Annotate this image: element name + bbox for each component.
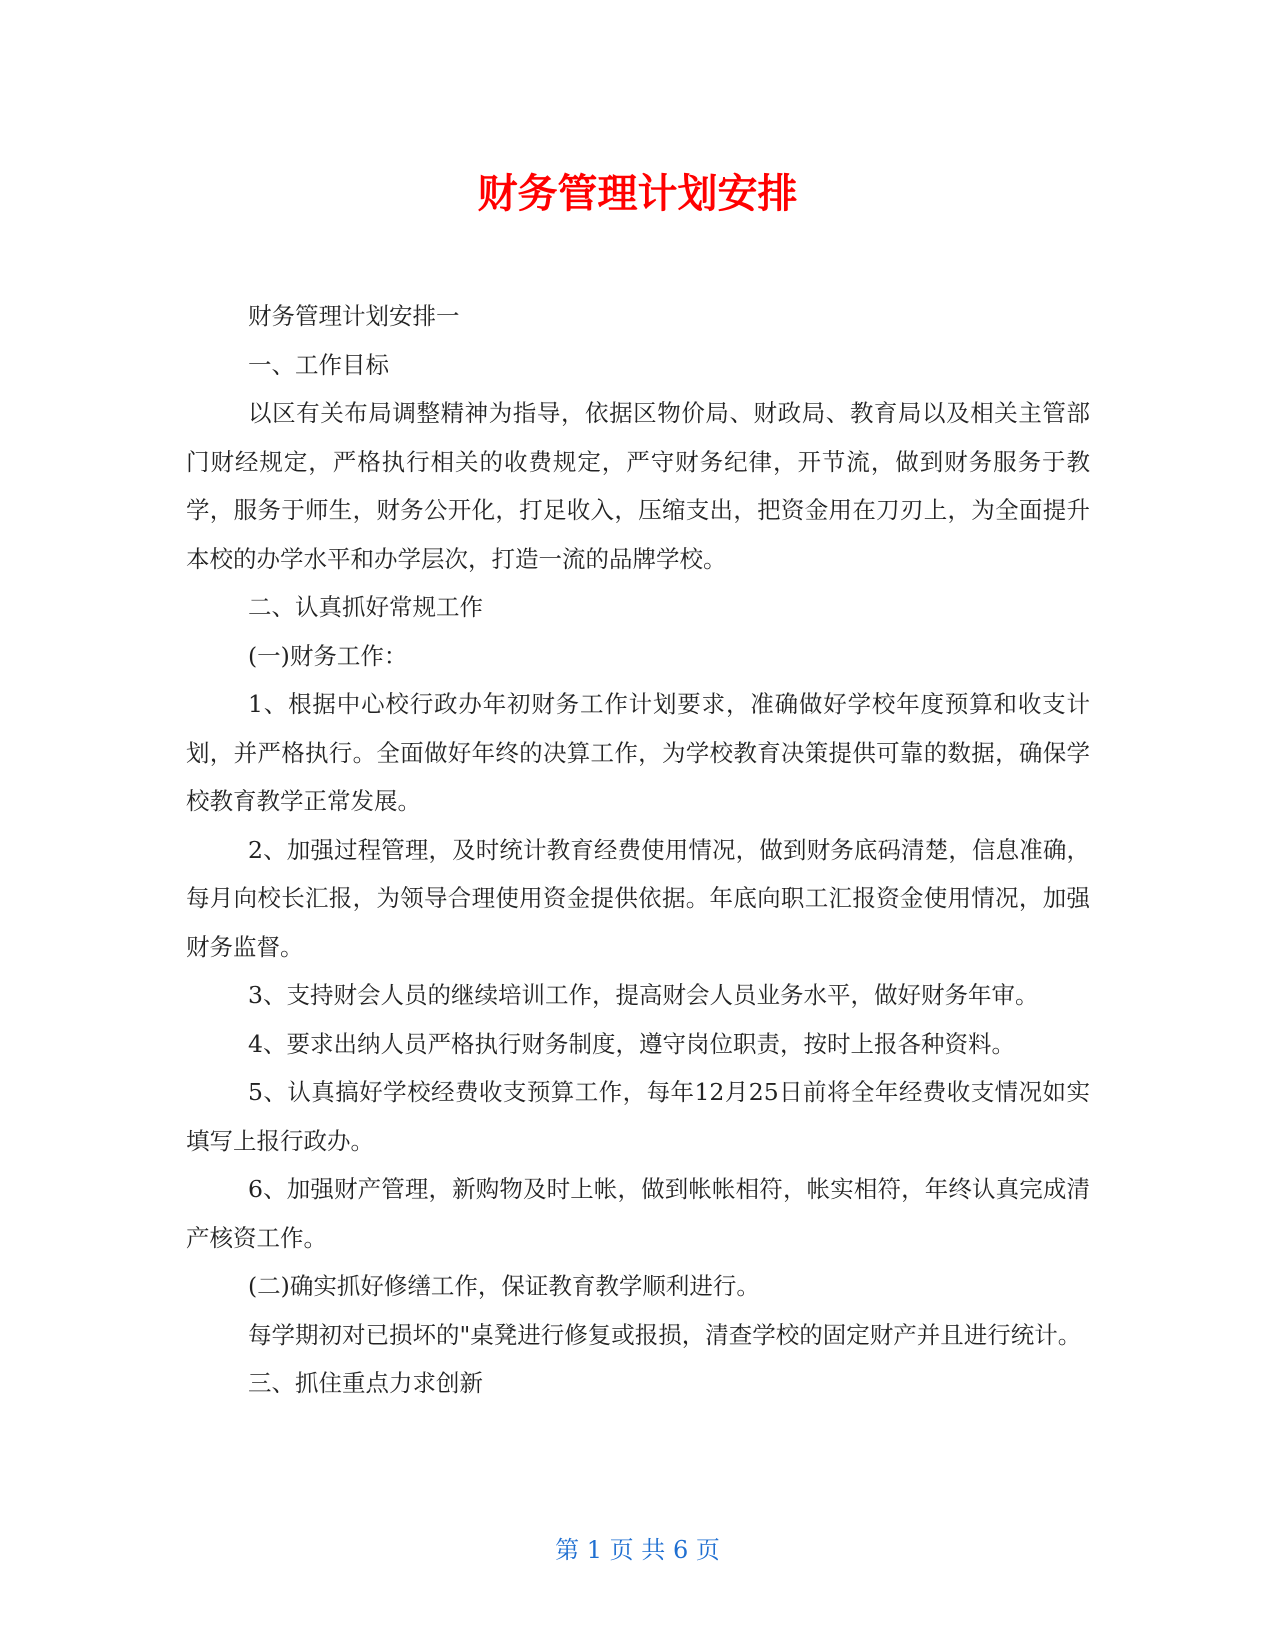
paragraph-list-item: 2、加强过程管理，及时统计教育经费使用情况，做到财务底码清楚，信息准确，每月向校长汇报，为领导合理使用资金提供依据。年底向职工汇报资金使用情况，加强财务监督。 bbox=[186, 835, 1090, 961]
page-number-footer: 第 1 页 共 6 页 bbox=[555, 1536, 720, 1564]
paragraph-subsection-heading: (一)财务工作： bbox=[248, 641, 408, 670]
document-title: 财务管理计划安排 bbox=[477, 171, 798, 217]
document-body bbox=[186, 292, 1090, 1408]
paragraph-section-heading: 一、工作目标 bbox=[248, 350, 389, 379]
paragraph-list-item: 3、支持财会人员的继续培训工作，提高财会人员业务水平，做好财务年审。 bbox=[248, 981, 1039, 1009]
paragraph-list-item: 6、加强财产管理，新购物及时上帐，做到帐帐相符，帐实相符，年终认真完成清产核资工作。 bbox=[186, 1175, 1090, 1252]
paragraph-section-heading: 二、认真抓好常规工作 bbox=[248, 593, 483, 621]
paragraph: 以区有关布局调整精神为指导，依据区物价局、财政局、教育局以及相关主管部门财经规定，严格执行相关的收费规定，严守财务纪律，开节流，做到财务服务于教学，服务于师生，财务公开化，打足收入，压缩支出，把资金用在刀刃上，为全面提升本校的办学水平和办学层次，打造一流的品牌学校。 bbox=[186, 399, 1090, 573]
paragraph-list-item: 5、认真搞好学校经费收支预算工作，每年12月25日前将全年经费收支情况如实填写上报行政办。 bbox=[186, 1078, 1090, 1155]
paragraph-list-item: 1、根据中心校行政办年初财务工作计划要求，准确做好学校年度预算和收支计划，并严格执行。全面做好年终的决算工作，为学校教育决策提供可靠的数据，确保学校教育教学正常发展。 bbox=[186, 690, 1090, 815]
paragraph-section-heading: 三、抓住重点力求创新 bbox=[248, 1369, 483, 1397]
paragraph: 每学期初对已损坏的"桌凳进行修复或报损，清查学校的固定财产并且进行统计。 bbox=[248, 1320, 1082, 1349]
paragraph-heading: 财务管理计划安排一 bbox=[248, 302, 460, 330]
paragraph-list-item: 4、要求出纳人员严格执行财务制度，遵守岗位职责，按时上报各种资料。 bbox=[248, 1029, 1015, 1058]
paragraph-subsection-heading: (二)确实抓好修缮工作，保证教育教学顺利进行。 bbox=[248, 1272, 760, 1300]
